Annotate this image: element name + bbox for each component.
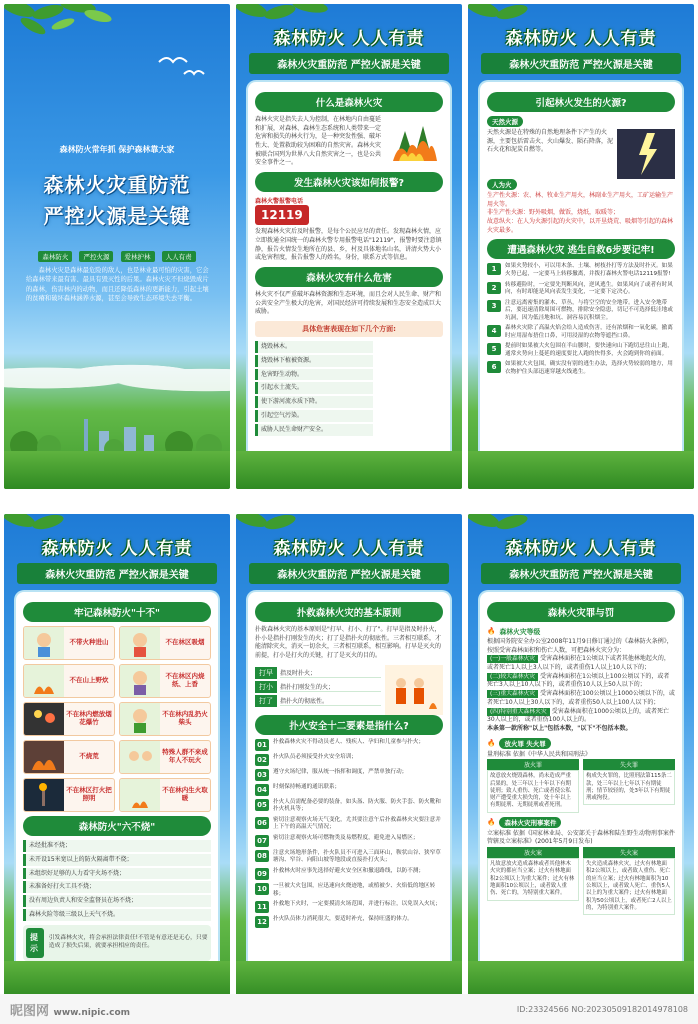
panel-header-title: 森林防火 人人有责 (273, 539, 425, 559)
cover-slogan: 森林防火常年抓 保护森林靠大家 (59, 145, 175, 154)
safety-row: 08 注意火场地形条件，扑火队员不可进入三面环山，鞍状山谷、狭窄草塘沟、窄谷、向阳山坡等地段或直接扑打火头； (255, 850, 443, 865)
cartoon-icon (120, 664, 160, 698)
site-logo: 昵图网 www.nipic.com (10, 1003, 131, 1019)
fire-grade-heading: 🔥 森林火灾等级 (487, 627, 541, 636)
cartoon-icon (24, 664, 64, 698)
safety-row: 06 密切注意观察火场天气变化，尤其要注意午后扑救森林火灾要注意并上下午的高温天气情况； (255, 817, 443, 832)
cover-title-line2: 严控火源是关键 (43, 204, 191, 228)
step-row: 3 注意远离密集的灌木、草丛，与将空空的安全地带。进入安全地带后，要迅速清除周围可燃物，排除安全隐患，切记不可选择低洼地或坑洞，因为低洼地和坑、洞容易沉积烟尘。 (487, 300, 675, 323)
six-not-item: 未经批准不烧； (23, 840, 211, 852)
step-text: 注意远离密集的灌木、草丛，与将空空的安全地带。进入安全地带后，要迅速清除周围可燃物，排除安全隐患，切记不可选择低洼地或坑洞，因为低洼地和坑、洞容易沉积烟尘。 (505, 299, 673, 321)
image-id: ID:23324566 NO:20230509182014978108 (516, 1004, 688, 1014)
cartoon-icon (24, 626, 64, 660)
safety-row: 04 时刻保持畅通的通讯联系； (255, 784, 443, 796)
step-text: 转移避险时，一定要先判断风向，逆风逃生。如果风向了或者有时风向，有时却能是风向表发生变化，一定要下定决心。 (505, 281, 673, 296)
crime1-columns: 放火罪 故意放火烧毁森林，尚未造成严重后果的，处三年以上十年以下有期徒刑；致人重伤、死亡或者使公私财产遭受重大损失的，处十年以上有期徒刑、无期徒刑或者死刑。 失火罪 构成失火罪的，比照刑法第115条二款，处三年以上七年以下有期徒刑；情节较轻的，处3年以下有期徒刑或拘役。 (487, 759, 675, 812)
section-text: 林火灾不仅严重破坏森林资源和生态环境，而且会对人民生命、财产和公共安全产生极大的危害，对国民经济可持续发展和生态安全造成巨大威胁。 (255, 290, 442, 316)
lightning-icon (617, 129, 675, 179)
section-title: 扑救森林火灾的基本原则 (255, 602, 443, 622)
ten-not-item: 不在林内生火取暖 (119, 778, 211, 812)
grade-intro: 根据国务院安全办公室2008年11月9日修订通过的《森林防火条例》，按照受害森林面积和伤亡人数，可把森林火灾分为： (487, 638, 673, 654)
grade-item: (三)重大森林火灾 受害森林面积在100公顷以上1000公顷以下的，或者死亡10人以上30人以下的，或者重伤50人以上100人以下的； (487, 690, 675, 706)
panel-header-subtitle: 森林火灾重防范 严控火源是关键 (481, 53, 681, 74)
panel-header-subtitle: 森林火灾重防范 严控火源是关键 (481, 563, 681, 584)
principle-row: 打小 指扑打刚发生的火； (255, 681, 381, 693)
ten-not-item: 不在林区打火把照明 (23, 778, 115, 812)
grade-item: (二)较大森林火灾 受害森林面积在1公顷以上100公顷以下的，或者死亡3人以上10人以下的，或者重伤10人以上50人以下的； (487, 672, 670, 689)
cover-tag: 爱林护林 (121, 251, 155, 262)
ten-not-item: 不在林区吸烟 (119, 626, 211, 660)
tip-label: 提示 (26, 928, 44, 958)
cartoon-icon (120, 740, 160, 774)
step-row: 1 如果火势较小，可以用木条、土壤、树枝扑打等方法及时扑灭。如果火势已起，一定要马上转移撤离，并拨打森林火警电话12119报警! (487, 263, 675, 278)
safety-row: 10 一旦被大火包围，应迅速向火烧迹地，或植被少、火焰低的地区转移； (255, 883, 443, 898)
panel-crime-punishment (468, 514, 694, 999)
ten-not-item: 特殊人群不来成年人不玩火 (119, 740, 211, 774)
step-row: 2 转移避险时，一定要先判断风向，逆风逃生。如果风向了或者有时风向，有时却能是风向表发生变化，一定要下定决心。 (487, 282, 675, 297)
crime2-heading: 🔥 森林火灾刑事案件 (487, 817, 675, 828)
panel-header (468, 534, 694, 584)
step-text: 森林火灾除了高温火焰会给人造成伤害，还有浓烟和一氧化碳，撤离时应用湿布捂住口鼻，可用浸湿的衣物等遮挡口鼻。 (505, 325, 673, 339)
cover-tags (4, 244, 230, 264)
section-title: 森林火灾罪与罚 (487, 602, 675, 622)
section-title: 引起林火发生的火源? (487, 92, 675, 112)
crime2-columns: 放火案 凡故意放火造成森林或者其他林木火灾的都应当立案；过火有林地面积2公顷以上为重大案件；过火有林地面积10公顷以上，或者致人重伤、死亡的，为特别重大案件。 失火案 失火造成森林火灾，过火有林地面积2公顷以上，或者致人重伤、死亡的应当立案；过火有林地面积为10公顷以上，或者致人死亡、重伤5人以上的为重大案件；过火有林地面积为50公顷以上，或者死亡2人以上的，为特别重大案件。 (487, 847, 675, 915)
ten-not-item: 不在林区内烧纸、上香 (119, 664, 211, 698)
firefighters-icon (385, 665, 443, 715)
fire-icon: 🔥 (487, 739, 496, 748)
step-row: 5 提前时如果被大火包围在半山腰时，要快速向山下跑切忌往山上跑，通常火势向上蔓延的速度要比人跑的快得多，火会跑到你的前面。 (487, 343, 675, 358)
natural-source-label: 天然火源 (487, 116, 523, 127)
content-card (248, 592, 450, 987)
ten-not-item: 不烧荒 (23, 740, 115, 774)
human-source-item: 非生产性火源：野外吸烟，做饭，烧纸，取暖等； (487, 209, 620, 217)
section-text: 发现森林火灾后及时报警，是每个公民应尽的责任。发现森林火情，应立即拨通全国统一的森林火警专用报警电话"12119"，报警时要注意镇静，报告火情发生地所在的县、乡，村及具体地名山名，讲清火势大小或危害程度，报告报警人的姓名，身份，联系方式等信息。 (255, 228, 442, 262)
section-title: 牢记森林防火"十不" (23, 602, 211, 622)
hotline-box (255, 196, 443, 225)
section-title: 森林火灾有什么危害 (255, 267, 443, 287)
section-text: 扑救森林火灾的基本原则是"打早、打小、打了"。打早是指及时扑火，扑小是指扑打刚发生的火；打了是指扑火的彻底性。三者相互联系，才能清除灾火，消灭一切余火，三者相互联系，相互影响。打早是灭火的前提，打小是打火的关键，打了是灭火的目的。 (255, 626, 442, 660)
step-text: 如果火势较小，可以用木条、土壤、树枝扑打等方法及时扑灭。如果火势已起，一定要马上转移撤离，并拨打森林火警电话12119报警! (505, 263, 673, 277)
content-card (480, 592, 682, 987)
panel-header-title: 森林防火 人人有责 (41, 539, 193, 559)
principle-row: 打了 指扑火的彻底性。 (255, 695, 381, 707)
grade-note: 本条第一款所称"以上"包括本数，"以下"不包括本数。 (487, 724, 632, 732)
hotline-label: 森林火警报警电话 (255, 198, 304, 206)
section-title: 扑火安全十二要素是指什么? (255, 715, 443, 735)
six-not-item: 森林火险等级三级以上天气不烧。 (23, 909, 211, 921)
forest-fire-icon (385, 116, 443, 166)
cover-tag: 严控火源 (79, 251, 113, 262)
six-not-item: 未开设15米宽以上的防火隔离带不烧； (23, 854, 211, 866)
panel-header (468, 24, 694, 74)
safety-row: 07 密切注意观察火场可燃物类及易燃程度，避免进入易燃区； (255, 835, 443, 847)
ten-not-item: 不在林内乱扔火柴头 (119, 702, 211, 736)
human-source-label: 人为火 (487, 179, 517, 190)
panel-fire-sources (468, 4, 694, 489)
fire-icon: 🔥 (487, 818, 496, 827)
safety-row: 03 遵守火场纪律，服从统一指挥和调度，严禁单独行动； (255, 769, 443, 781)
panel-firefighting (236, 514, 462, 999)
birds-icon (154, 44, 214, 84)
harms-list (255, 341, 373, 436)
step-row: 4 森林火灾除了高温火焰会给人造成伤害，还有浓烟和一氧化碳，撤离时应用湿布捂住口鼻，可用浸湿的衣物等遮挡口鼻。 (487, 325, 675, 340)
panel-header (236, 534, 462, 584)
natural-source-text: 天然火源是在特殊的自然地理条件下产生的火源，主要包括雷击火、火山爆发、陨石降落，泥石火花和泥炭自燃等。 (487, 129, 614, 154)
watermark-footer (0, 994, 698, 1024)
section-title: 什么是森林火灾 (255, 92, 443, 112)
step-text: 如果被大火包围，确实没有别的逃生办法，选择火势较弱的地方，用衣物护住头部迅速穿越火线逃生。 (505, 361, 673, 375)
harm-item: 引起水土流失。 (255, 382, 373, 394)
safety-row: 01 扑救森林火灾不得动员老人、残疾人、孕妇和儿童参与扑火； (255, 739, 443, 751)
cartoon-icon (120, 702, 160, 736)
content-card (480, 82, 682, 477)
six-not-item: 没有周边负责人和安全监督员在场不烧； (23, 895, 211, 907)
crime2-law: 立案标准 依据《国家林业局、公安部关于森林和陆生野生动物刑事案件管辖及立案标准》(2001年5月9日发布) (487, 829, 675, 846)
panel-ten-nots (4, 514, 230, 999)
cover-tag: 人人有责 (162, 251, 196, 262)
natural-source-heading (487, 116, 675, 127)
grade-item: (一)一般森林火灾 受害森林面积在1公顷以下或者其他林地起火的，或者死亡1人以上3人以下的，或者重伤1人以上10人以下的； (487, 655, 670, 672)
step-text: 提前时如果被大火包围在半山腰时，要快速向山下跑切忌往山上跑，通常火势向上蔓延的速度要比人跑的快得多，火会跑到你的前面。 (505, 343, 673, 357)
harm-item: 危害野生动物。 (255, 369, 373, 381)
harm-item: 烧毁林下植被资源。 (255, 355, 373, 367)
grass-decoration (4, 451, 230, 489)
fire-icon: 🔥 (487, 627, 496, 635)
cover-panel (4, 4, 230, 489)
content-card (248, 82, 450, 477)
harms-subtitle: 具体危害表现在如下几个方面: (255, 321, 443, 337)
harm-item: 威胁人民生命财产安全。 (255, 424, 373, 436)
tip-text: 引发森林火灾，将会承担法律责任!不管是有意还是无心，只要造成了损失后果，就要承担相应的责任。 (48, 934, 208, 949)
ten-nots-grid (23, 626, 211, 812)
panel-header-subtitle: 森林火灾重防范 严控火源是关键 (249, 53, 449, 74)
panel-header-title: 森林防火 人人有责 (505, 29, 657, 49)
six-not-item: 未组织好足够的人力看守火场不烧； (23, 868, 211, 880)
crime1-heading: 🔥 放火罪 失火罪 (487, 738, 675, 749)
human-source-item: 故意纵火：在人为火源引起的火灾中，以开垦烧荒、吸烟等引起的森林火灾最多。 (487, 218, 674, 234)
safety-row: 11 扑救地下火时，一定要摸清火场范围，并进行标注，以免误入火坑； (255, 901, 443, 913)
panel-header-title: 森林防火 人人有责 (505, 539, 657, 559)
ten-not-item: 不在山上野炊 (23, 664, 115, 698)
six-nots-list (23, 840, 211, 921)
panel-header (236, 24, 462, 74)
crime1-law: 量刑标准 依据《中华人民共和国刑法》 (487, 750, 591, 758)
cover-title-line1: 森林火灾重防范 (43, 173, 191, 197)
six-not-item: 未准备好打火工具不烧； (23, 881, 211, 893)
step-row: 6 如果被大火包围，确实没有别的逃生办法，选择火势较弱的地方，用衣物护住头部迅速穿越火线逃生。 (487, 361, 675, 376)
cartoon-icon (24, 740, 64, 774)
harm-item: 烧毁林木。 (255, 341, 373, 353)
section-title: 森林防火"六不烧" (23, 816, 211, 836)
principle-row: 打早 指及时扑火； (255, 667, 381, 679)
content-card (16, 592, 218, 987)
grass-decoration (468, 451, 694, 489)
panel-header (4, 534, 230, 584)
safety-row: 12 扑火队员体力消耗很大，要适时补充，保持旺盛的体力。 (255, 916, 443, 928)
grade-item: (四)特别重大森林火灾 受害森林面积在1000公顷以上的，或者死亡30人以上的，或者重伤100人以上的。 (487, 707, 669, 724)
cover-intro: 森林火灾是森林最危险的敌人，也是林业最可怕的灾害，它会给森林带来最有害、最具有毁灭性的后果。森林火灾不但烧毁成片的森林，伤害林内的动物，而且还降低森林的更新能力，引起土壤的贫瘠和破坏森林涵养水源，甚至会导致生态环境失去平衡。 (26, 267, 209, 303)
panel-what-is-fire (236, 4, 462, 489)
cartoon-icon (120, 778, 160, 812)
panel-header-subtitle: 森林火灾重防范 严控火源是关键 (17, 563, 217, 584)
human-source-heading (487, 179, 675, 190)
cartoon-icon (120, 626, 160, 660)
safety-row: 02 扑火队员必须接受扑火安全培训； (255, 754, 443, 766)
human-source-item: 生产性火源：农、林、牧业生产用火，林副业生产用火，工矿运输生产用火等。 (487, 192, 674, 208)
ten-not-item: 不带火种进山 (23, 626, 115, 660)
cartoon-icon (24, 702, 64, 736)
harm-item: 使下游河流水质下降。 (255, 396, 373, 408)
cover-tag: 森林防火 (38, 251, 72, 262)
leaves-decoration (4, 4, 118, 44)
harm-item: 引起空气污染。 (255, 410, 373, 422)
tip-box (23, 925, 211, 961)
section-text: 森林火灾是指失去人为控制，在林地内自由蔓延和扩展，对森林、森林生态系统和人类带来一定危害和损失的林火行为，是一种突发性强、破坏性大、处置救助较为困难的自然灾害。森林火灾被联合国列为世界八大自然灾害之一，也是公共安全事件之一。 (255, 116, 382, 167)
panel-header-subtitle: 森林火灾重防范 严控火源是关键 (249, 563, 449, 584)
section-title: 遭遇森林火灾 逃生自救6步要记牢! (487, 239, 675, 259)
panel-header-title: 森林防火 人人有责 (273, 29, 425, 49)
section-title: 发生森林火灾该如何报警? (255, 172, 443, 192)
grass-decoration (236, 451, 462, 489)
safety-row: 05 扑火人员需配备必要的装备，如头盔、防火服、防火手套、防火靴和扑火机具等； (255, 799, 443, 814)
hotline-number: 12119 (255, 205, 309, 225)
ten-not-item: 不在林内燃放烟花爆竹 (23, 702, 115, 736)
cartoon-icon (24, 778, 64, 812)
cloud-decoration (4, 354, 230, 394)
safety-row: 09 扑救林火时应事先选择好避火安全区和撤退路线，以防不测； (255, 868, 443, 880)
